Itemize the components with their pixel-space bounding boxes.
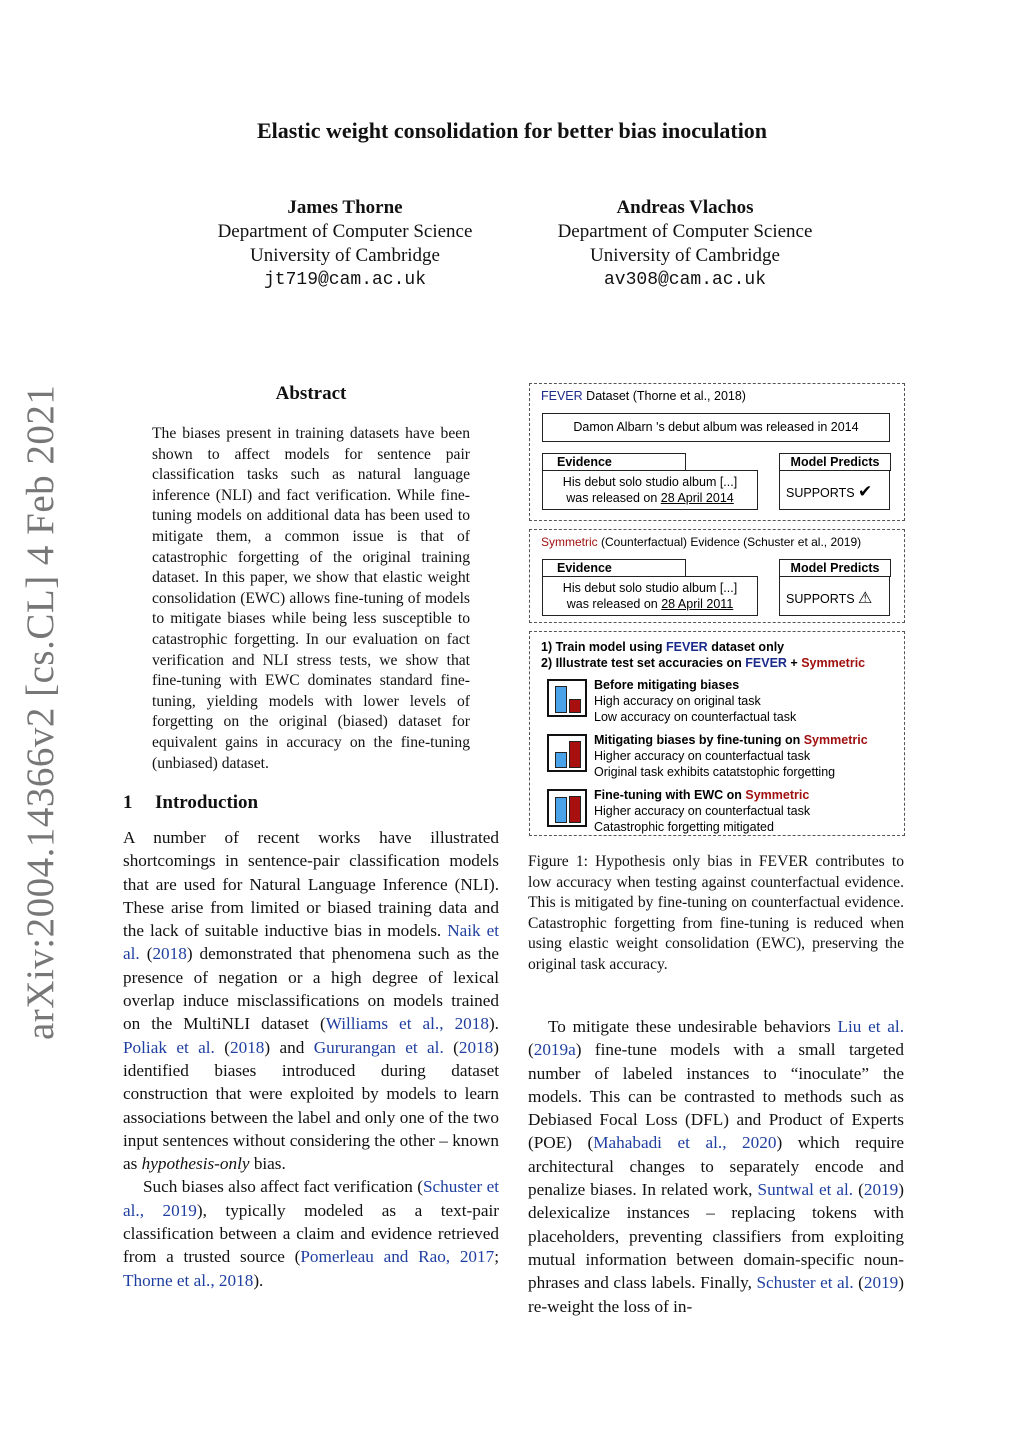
claim-box xyxy=(542,413,890,442)
author-univ: University of Cambridge xyxy=(250,245,440,266)
author-dept: Department of Computer Science xyxy=(557,221,813,242)
section-number: 1 xyxy=(123,792,133,813)
paper-title: Elastic weight consolidation for better bias inoculation xyxy=(256,118,768,143)
evidence-text: His debut solo studio album [...] was released on 28 April 2014 xyxy=(562,475,738,505)
model-predicts-header: Model Predicts xyxy=(779,559,891,577)
figure-1-caption: Figure 1: Hypothesis only bias in FEVER contributes to low accuracy when testing against counterfactual evidence. This is mitigated by fine-tuning on counterfactual evidence. Catastrophic forgetting from fine-tuning is reduced when using elastic weight consolidation (EWC), preserving the original task accuracy. xyxy=(528,853,904,973)
result-item-ewc: Fine-tuning with EWC on Symmetric Higher accuracy on counterfactual task Catastrophic forgetting mitigated xyxy=(594,788,811,834)
step-1-text: 1) Train model using FEVER dataset only xyxy=(541,640,785,654)
abstract-heading: Abstract xyxy=(275,383,347,404)
check-icon: ✔ xyxy=(858,482,873,501)
result-item-finetune: Mitigating biases by fine-tuning on Symmetric Higher accuracy on counterfactual task Original task exhibits catatstophic forgetting xyxy=(594,733,868,779)
symmetric-accuracy-bar xyxy=(569,699,581,713)
citation-link[interactable]: Poliak et al. xyxy=(123,1037,215,1057)
citation-year-link[interactable]: 2019 xyxy=(863,1180,899,1200)
author-block-2 xyxy=(515,196,855,292)
author-block-1 xyxy=(175,196,515,292)
citation-year-link[interactable]: 2019a xyxy=(533,1040,576,1060)
symmetric-evidence-panel xyxy=(529,529,905,623)
panel-title: Symmetric (Counterfactual) Evidence (Schuster et al., 2019) xyxy=(541,535,862,549)
result-item-before: Before mitigating biases High accuracy on original task Low accuracy on counterfactual task xyxy=(594,678,797,724)
panel-title: FEVER Dataset (Thorne et al., 2018) xyxy=(541,389,746,403)
citation-link[interactable]: Mahabadi et al., 2020 xyxy=(593,1133,777,1153)
evidence-header: Evidence xyxy=(542,559,686,577)
abstract-text: The biases present in training datasets have been shown to affect models for sentence pair classification tasks such as natural language inference (NLI) and fact verification. While fine-tuning models on additional data has been used to mitigate them, a common issue is that of catastrophic forgetting of the original training dataset. In this paper, we show that elastic weight consolidation (EWC) allows fine-tuning of models to mitigate biases while being less susceptible to catastrophic forgetting. In our evaluation on fact verification and NLI stress tests, we show that fine-tuning with EWC dominates standard fine-tuning, yielding models with lower levels of forgetting on the original (biased) dataset for equivalent gains in accuracy on the fine-tuning (unbiased) dataset. xyxy=(152,425,470,772)
citation-link[interactable]: Schuster et al. xyxy=(756,1273,854,1293)
author-name: Andreas Vlachos xyxy=(616,197,754,218)
author-email[interactable]: jt719@cam.ac.uk xyxy=(263,270,427,290)
citation-link[interactable]: Pomerleau and Rao, 2017 xyxy=(300,1247,495,1267)
claim-text: Damon Albarn 's debut album was released in 2014 xyxy=(573,420,859,434)
evidence-box xyxy=(542,576,758,616)
model-predicts-header: Model Predicts xyxy=(779,453,891,471)
citation-link[interactable]: Schuster et al., 2019 xyxy=(123,1177,499,1220)
fever-accuracy-bar xyxy=(555,797,567,823)
intro-paragraph-3: To mitigate these undesirable behaviors Liu et al. (2019a) fine-tune models with a small targeted number of labeled instances to “inoculate” the models. This can be contrasted to methods such as Debiased Focal Loss (DFL) and Product of Experts (POE) (Mahabadi et al., 2020) which require architectural changes to separately encode and penalize biases. In related work, Suntwal et al. (2019) delexicalize instances – replacing tokens with placeholders, preventing classifiers from exploiting mutual information between domain-specific noun-phrases and class labels. Finally, Schuster et al. (2019) re-weight the loss of in- xyxy=(528,1017,904,1316)
evidence-header: Evidence xyxy=(542,453,686,471)
method-summary-panel xyxy=(529,631,905,836)
fever-dataset-panel xyxy=(529,383,905,521)
author-univ: University of Cambridge xyxy=(590,245,780,266)
citation-year-link[interactable]: 2018 xyxy=(230,1037,265,1057)
citation-link[interactable]: Thorne et al., 2018 xyxy=(123,1270,254,1290)
citation-year-link[interactable]: 2019 xyxy=(863,1273,899,1293)
citation-year-link[interactable]: 2018 xyxy=(458,1037,494,1057)
citation-link[interactable]: Williams et al., 2018 xyxy=(325,1014,489,1034)
prediction-box xyxy=(779,470,890,510)
intro-paragraph-1: A number of recent works have illustrated shortcomings in sentence-pair classification models that are used for Natural Language Inference (NLI). These arise from limited or biased training data and the lack of suitable inductive bias in models. Naik et al. (2018) demonstrated that phenomena such as the presence of negation or a high degree of lexical overlap induce misclassifications on models trained on the MultiNLI dataset (Williams et al., 2018). Poliak et al. (2018) and Gururangan et al. (2018) identified biases introduced during dataset construction that were exploited by models to learn associations between the label and only one of the two input sentences without considering the other – known as hypothesis-only bias. xyxy=(123,828,499,1174)
citation-link[interactable]: Suntwal et al. xyxy=(757,1180,854,1200)
prediction-label: SUPPORTS ✔ xyxy=(786,482,873,501)
author-name: James Thorne xyxy=(287,197,403,218)
citation-link[interactable]: Gururangan et al. xyxy=(313,1037,444,1057)
intro-left-column xyxy=(123,826,499,1292)
prediction-box xyxy=(779,576,890,616)
author-email[interactable]: av308@cam.ac.uk xyxy=(603,270,767,290)
citation-year-link[interactable]: 2018 xyxy=(152,944,187,964)
evidence-text: His debut solo studio album [...] was released on 28 April 2011 xyxy=(562,581,738,611)
section-title: Introduction xyxy=(155,792,259,813)
intro-paragraph-2: Such biases also affect fact verification (Schuster et al., 2019), typically modeled as a text-pair classification between a claim and evidence retrieved from a trusted source (Pomerleau and Rao, 2017; Thorne et al., 2018). xyxy=(123,1177,499,1290)
fever-accuracy-bar xyxy=(555,686,567,713)
prediction-label: SUPPORTS ⚠ xyxy=(786,590,873,607)
arxiv-identifier: arXiv:2004.14366v2 [cs.CL] 4 Feb 2021 xyxy=(19,384,62,1040)
section-heading-introduction xyxy=(123,792,258,814)
citation-link[interactable]: Liu et al. xyxy=(837,1017,904,1036)
accuracy-bar-chart xyxy=(547,734,587,772)
intro-right-column xyxy=(528,1015,904,1318)
citation-link[interactable]: Naik et al. xyxy=(123,921,499,964)
symmetric-accuracy-bar xyxy=(569,741,581,768)
step-2-text: 2) Illustrate test set accuracies on FEVER + Symmetric xyxy=(541,656,866,670)
symmetric-accuracy-bar xyxy=(569,796,581,823)
accuracy-bar-chart xyxy=(547,789,587,827)
evidence-box xyxy=(542,470,758,510)
accuracy-bar-chart xyxy=(547,679,587,717)
author-dept: Department of Computer Science xyxy=(217,221,473,242)
warning-icon: ⚠ xyxy=(858,590,873,607)
fever-accuracy-bar xyxy=(555,752,567,768)
